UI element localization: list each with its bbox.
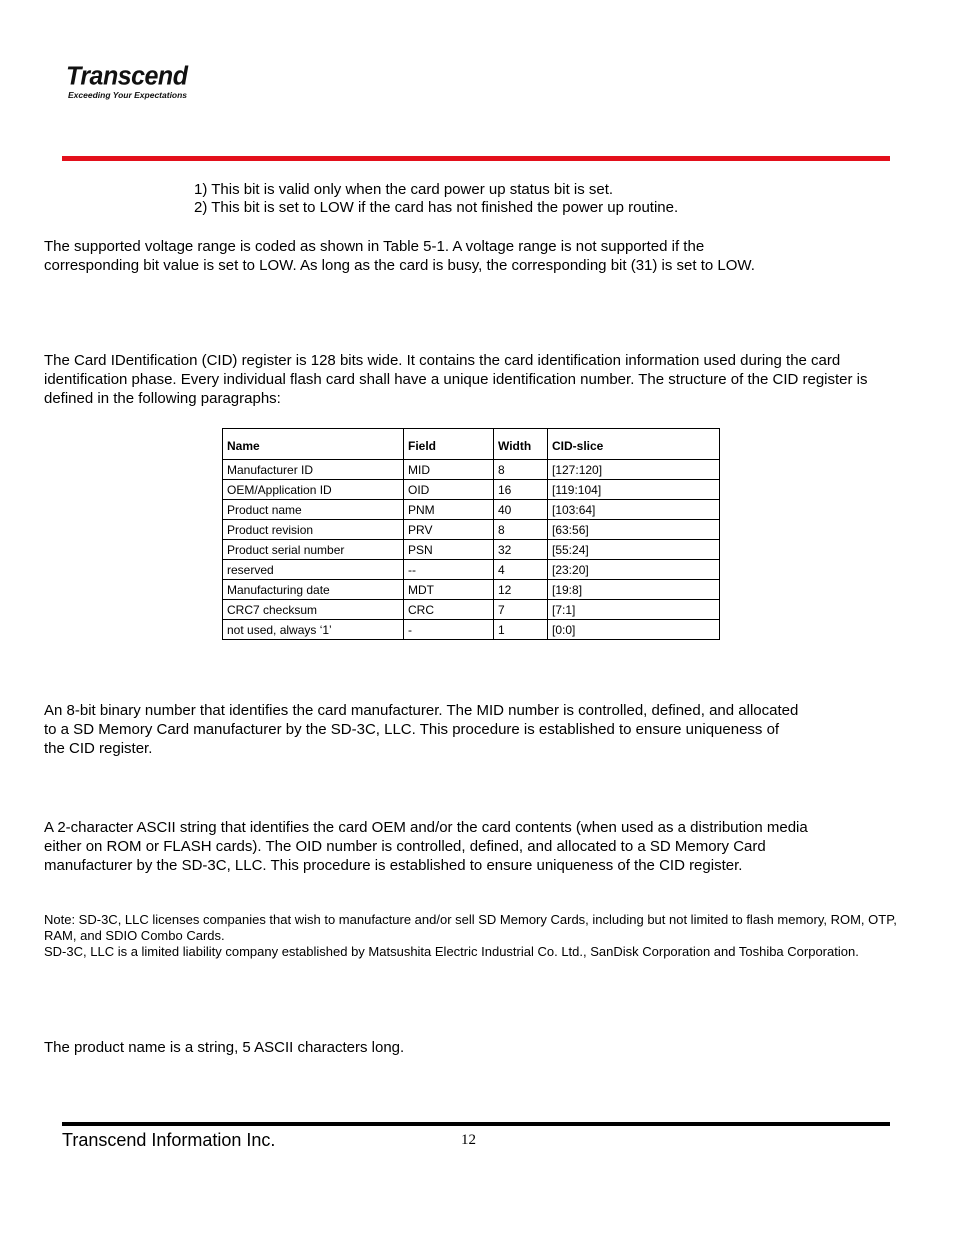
header-divider [62,156,890,161]
cell-name: Product serial number [223,540,404,560]
cell-name: reserved [223,560,404,580]
cell-cid-slice: [63:56] [548,520,720,540]
cell-width: 16 [494,480,548,500]
footer-company-name: Transcend Information Inc. [62,1130,276,1150]
cell-width: 8 [494,520,548,540]
footnote-2: 2) This bit is set to LOW if the card has not finished the power up routine. [194,199,679,216]
llc-note: SD-3C, LLC is a limited liability company established by Matsushita Electric Industrial Co. Ltd., SanDisk Corporation and Toshiba Corporation. [44,944,859,959]
cell-cid-slice: [119:104] [548,480,720,500]
column-header-name: Name [223,429,404,460]
mid-description-paragraph: An 8-bit binary number that identifies the card manufacturer. The MID number is controlled, defined, and allocated to a SD Memory Card manufacturer by the SD-3C, LLC. This procedure is established to ensure uniqueness of the CID register. [44,702,799,757]
table-row [223,460,720,480]
table-row [223,500,720,520]
table-row [223,620,720,640]
logo-tagline: Exceeding Your Expectations [68,90,188,100]
table-row [223,580,720,600]
table-row [223,540,720,560]
table-row [223,480,720,500]
cell-field: MDT [404,580,494,600]
page-number: 12 [461,1132,476,1148]
cell-cid-slice: [23:20] [548,560,720,580]
table-row [223,560,720,580]
column-header-width: Width [494,429,548,460]
cell-cid-slice: [55:24] [548,540,720,560]
cell-width: 7 [494,600,548,620]
cell-width: 40 [494,500,548,520]
cell-name: CRC7 checksum [223,600,404,620]
table-row [223,520,720,540]
footnote-list [194,181,678,217]
cell-field: MID [404,460,494,480]
logo-name: Transcend [66,61,188,91]
cell-field: - [404,620,494,640]
cell-field: PRV [404,520,494,540]
cid-register-table [222,428,720,640]
cell-name: Manufacturing date [223,580,404,600]
table-row [223,600,720,620]
footer-divider [62,1122,890,1126]
cid-intro-paragraph: The Card IDentification (CID) register is 128 bits wide. It contains the card identification information used during the card identification phase. Every individual flash card shall have a unique identification number. The structure of the CID register is defined in the following paragraphs: [44,352,868,407]
cell-field: -- [404,560,494,580]
cell-cid-slice: [103:64] [548,500,720,520]
cell-name: OEM/Application ID [223,480,404,500]
cell-name: Product revision [223,520,404,540]
cell-cid-slice: [19:8] [548,580,720,600]
cell-field: OID [404,480,494,500]
cell-cid-slice: [0:0] [548,620,720,640]
cell-cid-slice: [7:1] [548,600,720,620]
oid-description-paragraph: A 2-character ASCII string that identifies the card OEM and/or the card contents (when used as a distribution media either on ROM or FLASH cards). The OID number is controlled, defined, and allocated to a SD Memory Card manufacturer by the SD-3C, LLC. This procedure is established to ensure uniqueness of the CID register. [44,819,808,874]
cell-name: Product name [223,500,404,520]
cell-width: 1 [494,620,548,640]
cell-width: 4 [494,560,548,580]
footnote-1: 1) This bit is valid only when the card power up status bit is set. [194,181,614,198]
company-logo [66,62,206,100]
licensing-note: Note: SD-3C, LLC licenses companies that wish to manufacture and/or sell SD Memory Cards, including but not limited to flash memory, ROM, OTP, RAM, and SDIO Combo Cards. [44,912,897,943]
cell-field: PNM [404,500,494,520]
cell-field: CRC [404,600,494,620]
column-header-field: Field [404,429,494,460]
table-header-row [223,429,720,460]
cell-name: Manufacturer ID [223,460,404,480]
cell-width: 8 [494,460,548,480]
column-header-cid-slice: CID-slice [548,429,720,460]
cell-cid-slice: [127:120] [548,460,720,480]
cell-width: 32 [494,540,548,560]
cell-width: 12 [494,580,548,600]
product-name-paragraph: The product name is a string, 5 ASCII characters long. [44,1039,405,1056]
voltage-range-paragraph: The supported voltage range is coded as shown in Table 5-1. A voltage range is not supported if the corresponding bit value is set to LOW. As long as the card is busy, the corresponding bit (31) is set to LOW. [44,238,755,274]
cell-name: not used, always ‘1’ [223,620,404,640]
cell-field: PSN [404,540,494,560]
